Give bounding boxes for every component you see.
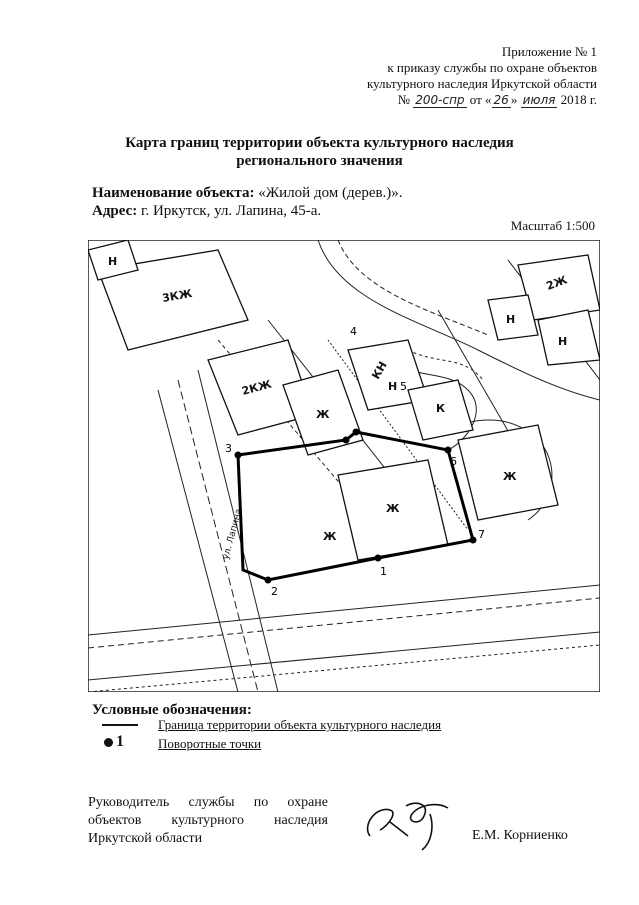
map-label-zh4: Ж [323, 530, 337, 543]
map-label-3kzh: 3КЖ [161, 286, 194, 305]
legend-boundary-symbol [102, 724, 138, 726]
object-info [92, 184, 403, 220]
legend-boundary-text: Граница территории объекта культурного наследия [158, 717, 442, 732]
signer-name: Е.М. Корниенко [472, 828, 568, 843]
appendix-line3: культурного наследия Иркутской области [366, 76, 597, 91]
object-name-value: «Жилой дом (дерев.)». [258, 185, 403, 201]
street-label: ул. Лапина [221, 507, 245, 561]
legend-title: Условные обозначения: [92, 702, 252, 718]
map-label-2kzh: 2КЖ [240, 377, 273, 398]
map-label-n3: Н [558, 335, 568, 348]
signatory-position: Руководитель службы по охране объектов культурного наследия Иркутской области [88, 795, 328, 846]
order-from-label: от « [469, 92, 492, 107]
point-number-3: 3 [225, 442, 232, 455]
appendix-order-line [367, 92, 597, 108]
map-label-k: К [436, 402, 445, 415]
map-label-zh3: Ж [503, 470, 517, 483]
order-no-label: № [397, 92, 410, 107]
map-label-zh1: Ж [316, 408, 330, 421]
title-line1: Карта границ территории объекта культурного наследия [125, 135, 514, 151]
order-day: 26 [493, 93, 509, 107]
order-month: июля [522, 93, 556, 107]
object-address-row [92, 202, 403, 220]
object-address-label: Адрес: [92, 203, 138, 219]
map-label-2zh: 2Ж [544, 273, 569, 293]
point-number-1: 1 [380, 565, 387, 578]
object-address-value: г. Иркутск, ул. Лапина, 45-а. [141, 203, 322, 219]
signature-image [360, 796, 470, 854]
title-line2: регионального значения [236, 153, 403, 169]
map-scale: Масштаб 1:500 [510, 218, 595, 233]
appendix-block [367, 44, 597, 108]
document-title [0, 134, 639, 170]
order-year: 2018 г. [560, 92, 597, 107]
object-name-row [92, 184, 403, 202]
appendix-line1: Приложение № 1 [501, 44, 597, 59]
map-label-zh2: Ж [386, 502, 400, 515]
map-label-n2: Н [506, 313, 516, 326]
map-label-kn: КН [369, 359, 390, 382]
legend-point-number: 1 [116, 733, 124, 750]
point-number-4: 4 [350, 325, 357, 338]
map-label-n1: Н [108, 255, 118, 268]
map-label-n-mid: Н [388, 380, 398, 393]
point-number-2: 2 [271, 585, 278, 598]
order-number: 200-спр [415, 93, 465, 107]
point-number-5: 5 [400, 380, 407, 393]
cadastral-map [88, 240, 600, 692]
appendix-line2: к приказу службы по охране объектов [387, 60, 597, 75]
point-number-6: 6 [450, 455, 457, 468]
legend-points-text: Поворотные точки [158, 736, 262, 751]
order-quote-close: » [510, 92, 518, 107]
point-number-7: 7 [478, 528, 485, 541]
legend-point-symbol [104, 738, 113, 747]
object-name-label: Наименование объекта: [92, 185, 255, 201]
